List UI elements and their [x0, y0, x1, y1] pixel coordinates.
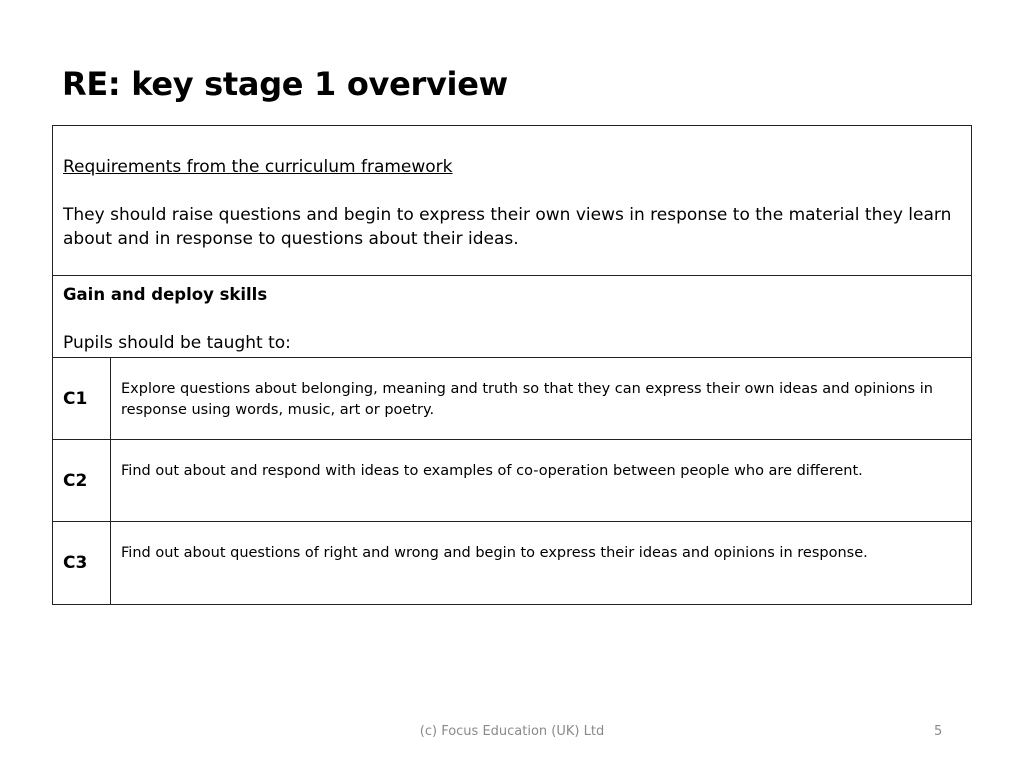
requirements-section [53, 126, 971, 276]
skill-code: C1 [53, 358, 111, 439]
skill-row-c3 [53, 522, 971, 604]
skill-row-c1 [53, 358, 971, 440]
skills-heading: Gain and deploy skills [63, 285, 268, 304]
footer-copyright: (c) Focus Education (UK) Ltd [419, 724, 605, 739]
skills-section [53, 276, 971, 358]
skill-row-c2 [53, 440, 971, 522]
skill-description: Find out about questions of right and wrong and begin to express their ideas and opinions in response. [121, 545, 868, 561]
skill-description: Explore questions about belonging, meaning and truth so that they can express their own ideas and opinions in response using words, music, art or poetry. [121, 381, 933, 418]
page-number: 5 [934, 724, 943, 739]
requirements-heading: Requirements from the curriculum framework [63, 157, 453, 177]
skill-code: C3 [53, 522, 111, 604]
skill-description: Find out about and respond with ideas to examples of co-operation between people who are different. [121, 463, 863, 479]
skills-intro: Pupils should be taught to: [63, 333, 291, 353]
slide-title: RE: key stage 1 overview [62, 65, 508, 103]
skill-code: C2 [53, 440, 111, 521]
overview-table [52, 125, 972, 605]
requirements-text: They should raise questions and begin to express their own views in response to the material they learn about and in response to questions about their ideas. [63, 205, 952, 249]
